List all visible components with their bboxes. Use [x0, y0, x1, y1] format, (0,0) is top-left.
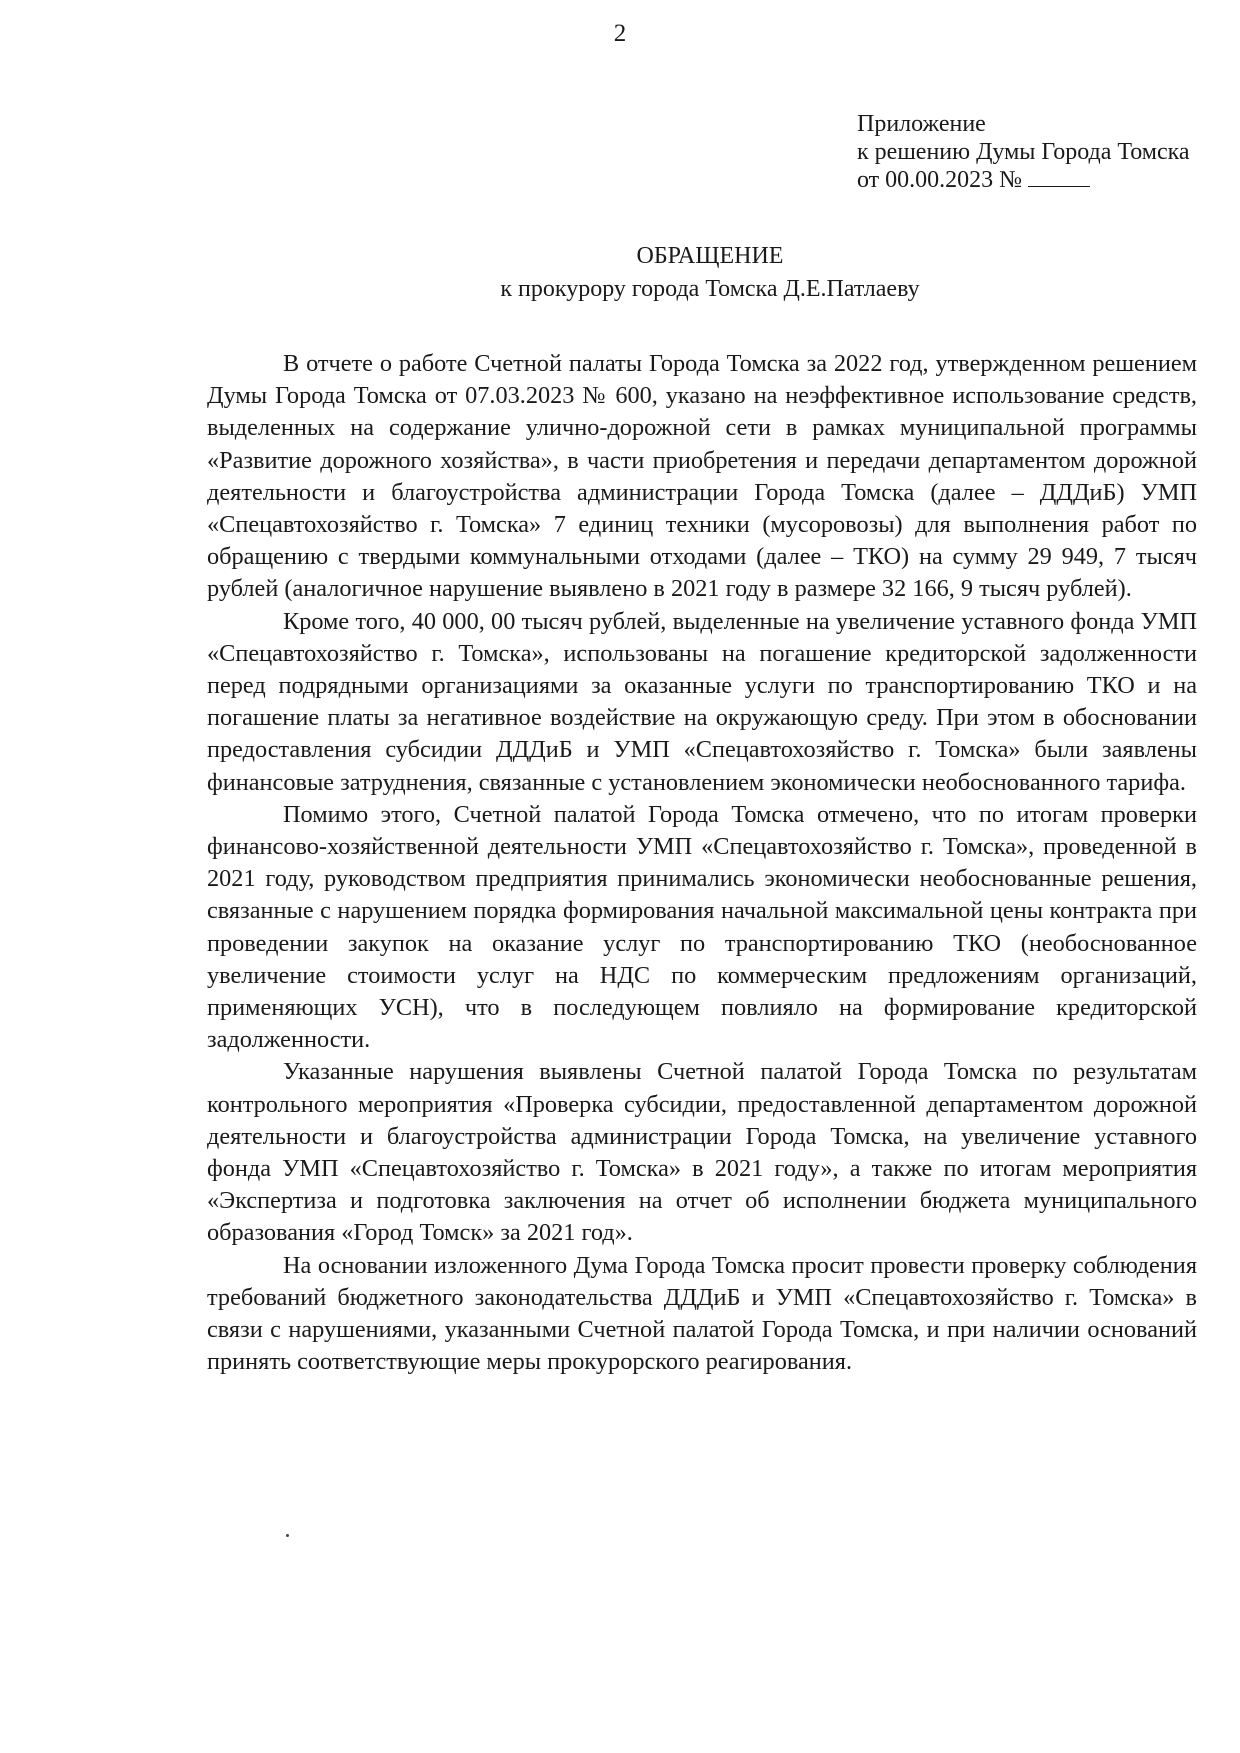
body-paragraph-5: На основании изложенного Дума Города Томска просит провести проверку соблюдения требований бюджетного законодательства ДДДиБ и УМП «Спецавтохозяйство г. Томска» в связи с нарушениями, указанными Счетной палатой Города Томска, и при наличии оснований принять соответствующие меры прокурорского реагирования.	[207, 1251, 1197, 1376]
appendix-date: от 00.00.2023 №	[857, 167, 1023, 193]
appendix-date-line	[857, 166, 1190, 194]
scan-speck	[286, 1534, 289, 1537]
body-paragraph-2: Кроме того, 40 000, 00 тысяч рублей, выделенные на увеличение уставного фонда УМП «Спецавтохозяйство г. Томска», использованы на погашение кредиторской задолженности перед подрядными организациями за оказанные услуги по транспортированию ТКО и на погашение платы за негативное воздействие на окружающую среду. При этом в обосновании предоставления субсидии ДДДиБ и УМП «Спецавтохозяйство г. Томска» были заявлены финансовые затруднения, связанные с установлением экономически необоснованного тарифа.	[207, 607, 1197, 796]
decision-number-blank	[1028, 170, 1090, 187]
appendix-title: Приложение	[857, 111, 986, 137]
document-heading	[0, 240, 1240, 306]
body-paragraph-3: Помимо этого, Счетной палатой Города Томска отмечено, что по итогам проверки финансово-хозяйственной деятельности УМП «Спецавтохозяйство г. Томска», проведенной в 2021 году, руководством предприятия принимались экономически необоснованные решения, связанные с нарушением порядка формирования начальной максимальной цены контракта при проведении закупок на оказание услуг по транспортированию ТКО (необоснованное увеличение стоимости услуг на НДС по коммерческим предложениям организаций, применяющих УСН), что в последующем повлияло на формирование кредиторской задолженности.	[207, 800, 1197, 1054]
body-paragraph-4: Указанные нарушения выявлены Счетной палатой Города Томска по результатам контрольного мероприятия «Проверка субсидии, предоставленной департаментом дорожной деятельности и благоустройства администрации Города Томска, на увеличение уставного фонда УМП «Спецавтохозяйство г. Томска» в 2021 году», а также по итогам мероприятия «Экспертиза и подготовка заключения на отчет об исполнении бюджета муниципального образования «Город Томск» за 2021 год».	[207, 1058, 1197, 1247]
document-body	[207, 348, 1197, 1379]
appendix-decision-ref: к решению Думы Города Томска	[857, 139, 1190, 165]
page-number: 2	[613, 20, 627, 47]
body-paragraph-1: В отчете о работе Счетной палаты Города Томска за 2022 год, утвержденном решением Думы Города Томска от 07.03.2023 № 600, указано на неэффективное использование средств, выделенных на содержание улично-дорожной сети в рамках муниципальной программы «Развитие дорожного хозяйства», в части приобретения и передачи департаментом дорожной деятельности и благоустройства администрации Города Томска (далее – ДДДиБ) УМП «Спецавтохозяйство г. Томска» 7 единиц техники (мусоровозы) для выполнения работ по обращению с твердыми коммунальными отходами (далее – ТКО) на сумму 29 949, 7 тысяч рублей (аналогичное нарушение выявлено в 2021 году в размере 32 166, 9 тысяч рублей).	[207, 350, 1197, 603]
appendix-block	[857, 110, 1190, 194]
document-addressee: к прокурору города Томска Д.Е.Патлаеву	[500, 276, 920, 302]
document-title: ОБРАЩЕНИЕ	[636, 243, 784, 269]
